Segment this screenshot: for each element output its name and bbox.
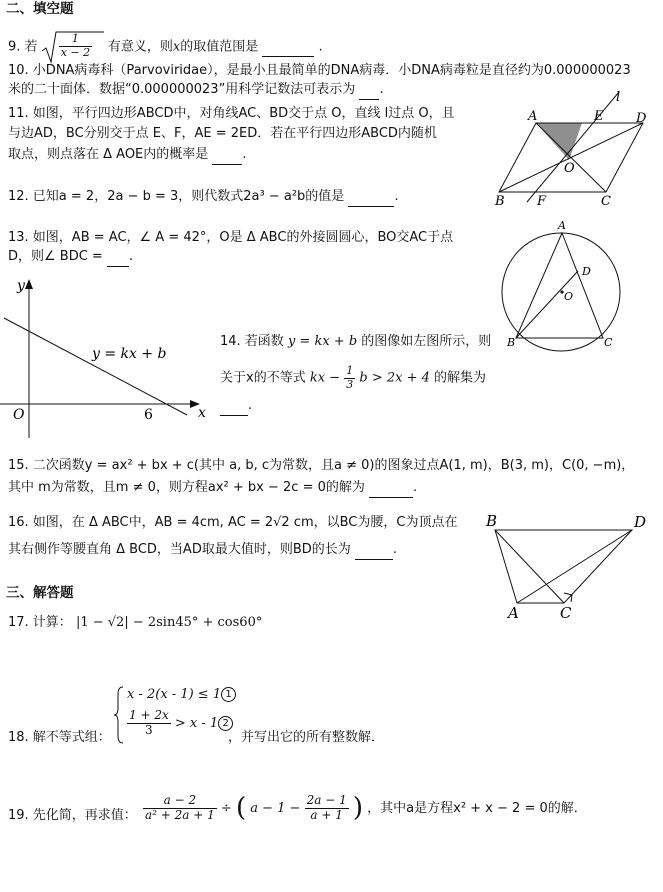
- q15-line1: 15. 二次函数y = ax² + bx + c(其中 a, b, c为常数，且a ≠ 0)的图象过点A(1, m)，B(3, m)，C(0, −m)，: [8, 458, 635, 473]
- q18-eq2-tag: 2: [218, 716, 233, 731]
- label-D: D: [636, 111, 647, 126]
- q19-f2-den: a + 1: [310, 808, 343, 823]
- q19-paren-pre: a − 1 −: [250, 801, 301, 817]
- q15-line2-text: 其中 m为常数，且m ≠ 0，则方程ax² + bx − 2c = 0的解为: [8, 480, 365, 495]
- q19-f1-den: a² + 2a + 1: [145, 808, 215, 823]
- segment-bd: [516, 271, 578, 338]
- y-axis-arrow: [25, 279, 33, 289]
- label-function: y = kx + b: [92, 346, 167, 362]
- circle-figure: [500, 218, 618, 350]
- q18-brace: [113, 686, 125, 744]
- q14-line2-pre: 关于x的不等式: [220, 370, 306, 386]
- triangle-figure: [482, 510, 652, 622]
- label-O: O: [564, 161, 575, 176]
- q14-func: y = kx + b: [287, 334, 358, 349]
- quadrilateral-bdca: [495, 530, 632, 603]
- line-y-kx-b: [4, 318, 187, 415]
- q15-answer-blank[interactable]: [369, 479, 413, 498]
- label-y-axis: y: [17, 278, 25, 294]
- q13-answer-blank[interactable]: [107, 248, 129, 267]
- q13-line2: [8, 248, 133, 267]
- label-C: C: [604, 336, 613, 349]
- q9-sqrt: [42, 30, 104, 64]
- triangle-abc: [516, 233, 603, 338]
- q14-ineq-post: b > 2x + 4: [359, 370, 430, 386]
- q18-eq2: [127, 709, 233, 738]
- q14-frac-den: 3: [346, 377, 354, 391]
- q14-line2: [220, 365, 486, 391]
- q19-div: ÷: [220, 801, 232, 817]
- q16-line1: 16. 如图，在 Δ ABC中，AB = 4cm, AC = 2√2 cm，以BC为腰，C为顶点在: [8, 515, 458, 530]
- label-O: O: [564, 290, 574, 303]
- label-A: A: [528, 109, 538, 124]
- question-12: [8, 188, 399, 207]
- q11-end: .: [242, 147, 247, 162]
- label-origin: O: [13, 407, 25, 423]
- q13-line2-text: D，则∠ BDC =: [8, 249, 103, 264]
- q11-line3: [8, 146, 247, 165]
- q17-expr: |1 − √2| − 2sin45° + cos60°: [75, 615, 263, 630]
- q10-line1: 10. 小DNA病毒科（Parvoviridae），是最小且最简单的DNA病毒．小DNA病毒粒是直径约为0.000000023: [8, 63, 631, 78]
- q10-end: .: [379, 82, 384, 97]
- section-solve-title: 三、解答题: [6, 585, 74, 601]
- question-17: [8, 614, 262, 632]
- q9-answer-blank[interactable]: [262, 39, 314, 58]
- q9-post2: 的取值范围是: [180, 39, 259, 55]
- q13-end: .: [128, 249, 134, 264]
- q14-ineq-pre: kx −: [309, 370, 341, 386]
- q18-eq1: [127, 686, 236, 704]
- label-x-intercept: 6: [144, 407, 153, 423]
- q15-end: .: [413, 480, 418, 495]
- q11-line1: 11. 如图，平行四边形ABCD中，对角线AC、BD交于点 O，直线 l过点 O，且: [8, 106, 455, 121]
- q14-line1: [220, 333, 491, 351]
- q9-num: 9.: [8, 39, 21, 55]
- q14-answer-blank[interactable]: [220, 397, 248, 416]
- q18-pre: 18. 解不等式组：: [8, 730, 111, 745]
- label-A: A: [558, 219, 566, 232]
- q19-post: ，其中a是方程x² + x − 2 = 0的解．: [367, 801, 587, 817]
- q16-end: .: [392, 542, 398, 557]
- q9-end: .: [318, 39, 323, 55]
- q10-answer-blank[interactable]: [359, 81, 379, 100]
- q16-line2-text: 其右侧作等腰直角 Δ BCD，当AD取最大值时，则BD的长为: [8, 542, 351, 557]
- q14-frac-num: 1: [346, 364, 354, 377]
- q18-eq1-text: x - 2(x - 1) ≤ 1: [127, 687, 222, 702]
- label-F: F: [537, 194, 547, 209]
- q11-answer-blank[interactable]: [212, 146, 242, 165]
- question-9: [8, 30, 323, 64]
- q11-line2: 与边AD，BC分别交于点 E、F，AE = 2ED．若在平行四边形ABCD内随机: [8, 126, 437, 141]
- label-E: E: [594, 109, 604, 124]
- q15-line2: [8, 479, 417, 498]
- q14-line2-post: 的解集为: [434, 370, 487, 386]
- q13-line1: 13. 如图，AB = AC，∠ A = 42°，O是 Δ ABC的外接圆圆心，BO交AC于点: [8, 230, 454, 245]
- q10-line2-text: 米的二十面体．数据“0.000000023”用科学记数法可表示为: [8, 82, 356, 97]
- q17-pre: 17. 计算：: [8, 615, 72, 630]
- label-C: C: [560, 604, 572, 622]
- q19-paren-close: ): [352, 793, 364, 823]
- q16-line2: [8, 541, 397, 560]
- right-angle-mark: [564, 593, 572, 602]
- segment-bc: [495, 530, 564, 603]
- q14-end: .: [248, 398, 253, 413]
- q9-root-num: 1: [59, 33, 92, 47]
- q9-pre: 若: [24, 39, 38, 55]
- section-fill-title: 二、填空题: [6, 1, 74, 17]
- q19-expression: [143, 791, 587, 826]
- q10-line2: [8, 81, 384, 100]
- q9-root-den: x − 2: [60, 45, 91, 59]
- q14-line1-pre: 14. 若函数: [220, 334, 284, 349]
- q14-line3: [220, 397, 252, 416]
- q9-post: 有意义，则: [107, 39, 173, 55]
- label-D: D: [582, 265, 591, 278]
- line-l: [527, 92, 619, 202]
- label-x-axis: x: [198, 405, 206, 421]
- q14-line1-post: 的图像如左图所示，则: [361, 334, 492, 349]
- q12-text: 12. 已知a = 2，2a − b = 3，则代数式2a³ − a²b的值是: [8, 189, 345, 204]
- q18-eq2-den: 3: [145, 722, 153, 737]
- label-A: A: [508, 604, 519, 622]
- label-l: l: [616, 90, 621, 105]
- label-B: B: [486, 512, 498, 530]
- shaded-triangle-aoe: [536, 123, 582, 160]
- q18-eq1-tag: 1: [221, 687, 236, 702]
- q11-line3-text: 取点，则点落在 Δ AOE内的概率是: [8, 147, 209, 162]
- label-B: B: [495, 194, 505, 209]
- q16-answer-blank[interactable]: [355, 541, 393, 560]
- q18-post: ，并写出它的所有整数解．: [228, 730, 385, 745]
- q18-eq2-num: 1 + 2x: [129, 708, 169, 722]
- label-B: B: [507, 336, 516, 349]
- label-D: D: [634, 513, 647, 531]
- q19-paren-open: (: [235, 793, 247, 823]
- graph-figure: [0, 274, 212, 446]
- q9-var: x: [172, 39, 181, 55]
- q18-eq2-rhs: > x - 1: [174, 715, 219, 731]
- q19-f2-num: 2a − 1: [306, 793, 347, 808]
- parallelogram-figure: [490, 86, 660, 208]
- label-C: C: [601, 194, 611, 209]
- q19-f1-num: a − 2: [143, 794, 217, 809]
- q19-pre: 19. 先化简，再求值：: [8, 808, 137, 823]
- q12-end: .: [394, 189, 399, 204]
- q12-answer-blank[interactable]: [348, 188, 394, 207]
